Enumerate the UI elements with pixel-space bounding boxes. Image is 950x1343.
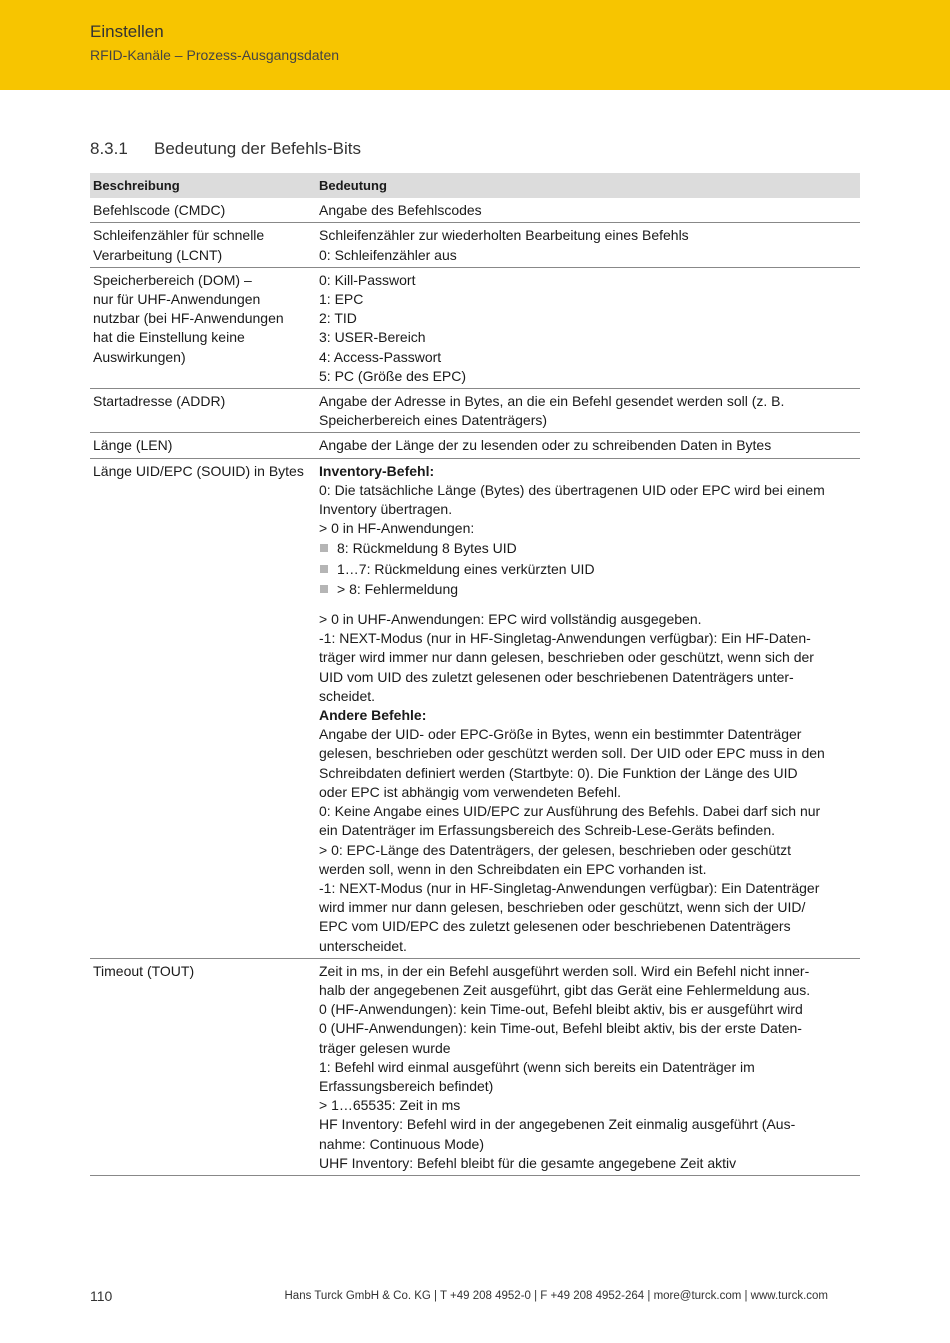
meaning-line: Angabe der UID- oder EPC-Größe in Bytes, wenn ein bestimmter Datenträger xyxy=(319,726,802,743)
row-meaning xyxy=(316,958,860,1175)
meaning-line: träger gelesen wurde xyxy=(319,1039,451,1056)
description-line: Länge (LEN) xyxy=(93,437,173,454)
meaning-line: 1: EPC xyxy=(319,291,364,308)
table-row xyxy=(90,458,860,958)
meaning-line: EPC vom UID/EPC des zuletzt gelesenen oder beschriebenen Datenträgers xyxy=(319,918,791,935)
meaning-line: HF Inventory: Befehl wird in der angegebenen Zeit einmalig ausgeführt (Aus- xyxy=(319,1116,796,1133)
description-line: Länge UID/EPC (SOUID) in Bytes xyxy=(93,462,304,479)
row-description xyxy=(90,389,316,433)
row-meaning xyxy=(316,433,860,458)
row-meaning xyxy=(316,267,860,388)
meaning-line: 0: Schleifenzähler aus xyxy=(319,246,457,263)
meaning-line: Angabe der Länge der zu lesenden oder zu schreibenden Daten in Bytes xyxy=(319,437,772,454)
row-meaning xyxy=(316,389,860,433)
row-description xyxy=(90,198,316,223)
description-line: Befehlscode (CMDC) xyxy=(93,202,226,219)
meaning-line: Erfassungsbereich befindet) xyxy=(319,1077,494,1094)
meaning-line: werden soll, wenn in den Schreibdaten ein EPC vorhanden ist. xyxy=(319,860,707,877)
meaning-line: -1: NEXT-Modus (nur in HF-Singletag-Anwendungen verfügbar): Ein HF-Daten- xyxy=(319,630,811,647)
footer-contact: Hans Turck GmbH & Co. KG | T +49 208 4952-0 | F +49 208 4952-264 | more@turck.com | www.turck.com xyxy=(284,1290,828,1302)
table-row xyxy=(90,433,860,458)
meaning-line: gelesen, beschrieben oder geschützt werden soll. Der UID oder EPC muss in den xyxy=(319,745,825,762)
meaning-line: UID vom UID des zuletzt gelesenen oder beschriebenen Datenträgers unter- xyxy=(319,668,794,685)
meaning-line: Schleifenzähler zur wiederholten Bearbeitung eines Befehls xyxy=(319,227,689,244)
meaning-line: 0 (UHF-Anwendungen): kein Time-out, Befehl bleibt aktiv, bis der erste Daten- xyxy=(319,1020,802,1037)
row-description xyxy=(90,958,316,1175)
row-description xyxy=(90,223,316,267)
meaning-line: > 0 in UHF-Anwendungen: EPC wird vollständig ausgegeben. xyxy=(319,611,702,628)
row-description xyxy=(90,267,316,388)
meaning-line: 0 (HF-Anwendungen): kein Time-out, Befehl bleibt aktiv, bis er ausgeführt wird xyxy=(319,1001,803,1018)
table-row xyxy=(90,389,860,433)
meaning-line: UHF Inventory: Befehl bleibt für die gesamte angegebene Zeit aktiv xyxy=(319,1154,737,1171)
description-line: nur für UHF-Anwendungen xyxy=(93,291,261,308)
meaning-line: 4: Access-Passwort xyxy=(319,348,442,365)
meaning-line: scheidet. xyxy=(319,687,376,704)
meaning-line: 3: USER-Bereich xyxy=(319,329,426,346)
bullet-square-icon xyxy=(320,544,328,552)
meaning-line: > 0 in HF-Anwendungen: xyxy=(319,520,475,537)
header-title: Einstellen xyxy=(90,22,164,41)
description-line: nutzbar (bei HF-Anwendungen xyxy=(93,310,284,327)
meaning-line: Angabe der Adresse in Bytes, an die ein Befehl gesendet werden soll (z. B. xyxy=(319,393,785,410)
meaning-line: halb der angegebenen Zeit ausgeführt, gibt das Gerät eine Fehlermeldung aus. xyxy=(319,981,811,998)
table-row xyxy=(90,958,860,1175)
meaning-line: > 1…65535: Zeit in ms xyxy=(319,1097,461,1114)
table-row xyxy=(90,223,860,267)
meaning-line: Schreibdaten definiert werden (Startbyte: 0). Die Funktion der Länge des UID xyxy=(319,764,798,781)
command-bits-table xyxy=(90,173,860,1176)
meaning-line: oder EPC ist abhängig vom verwendeten Befehl. xyxy=(319,783,621,800)
meaning-line: nahme: Continuous Mode) xyxy=(319,1135,484,1152)
meaning-line: -1: NEXT-Modus (nur in HF-Singletag-Anwendungen verfügbar): Ein Datenträger xyxy=(319,879,820,896)
description-line: Auswirkungen) xyxy=(93,348,186,365)
bullet-item xyxy=(319,560,857,579)
meaning-line: 0: Die tatsächliche Länge (Bytes) des übertragenen UID oder EPC wird bei einem xyxy=(319,481,825,498)
description-line: Schleifenzähler für schnelle xyxy=(93,227,265,244)
table-row xyxy=(90,267,860,388)
section-title: Bedeutung der Befehls-Bits xyxy=(154,139,361,158)
row-meaning xyxy=(316,223,860,267)
other-commands-heading: Andere Befehle: xyxy=(319,707,427,724)
table-header-row xyxy=(90,173,860,198)
description-line: Speicherbereich (DOM) – xyxy=(93,271,252,288)
bullet-square-icon xyxy=(320,565,328,573)
bullet-item xyxy=(319,539,857,558)
header-subtitle: RFID-Kanäle – Prozess-Ausgangsdaten xyxy=(90,47,340,63)
row-description xyxy=(90,433,316,458)
row-description xyxy=(90,458,316,958)
description-line: Verarbeitung (LCNT) xyxy=(93,246,223,263)
page-number: 110 xyxy=(90,1288,113,1304)
column-header-description: Beschreibung xyxy=(90,173,316,198)
meaning-line: 0: Keine Angabe eines UID/EPC zur Ausführung des Befehls. Dabei darf sich nur xyxy=(319,803,821,820)
meaning-line: 0: Kill-Passwort xyxy=(319,271,416,288)
section-heading xyxy=(90,139,361,159)
meaning-line: ein Datenträger im Erfassungsbereich des Schreib-Lese-Geräts befinden. xyxy=(319,822,776,839)
meaning-line: Zeit in ms, in der ein Befehl ausgeführt werden soll. Wird ein Befehl nicht inner- xyxy=(319,962,810,979)
page-header xyxy=(0,0,950,90)
bullet-square-icon xyxy=(320,585,328,593)
row-meaning xyxy=(316,198,860,223)
description-line: hat die Einstellung keine xyxy=(93,329,245,346)
meaning-line: wird immer nur dann gelesen, beschrieben oder geschützt, wenn sich der UID/ xyxy=(319,899,806,916)
column-header-meaning: Bedeutung xyxy=(316,173,860,198)
bullet-text: > 8: Fehlermeldung xyxy=(337,580,459,597)
spacer xyxy=(319,600,857,610)
meaning-line: 5: PC (Größe des EPC) xyxy=(319,367,467,384)
meaning-line: 1: Befehl wird einmal ausgeführt (wenn sich bereits ein Datenträger im xyxy=(319,1058,755,1075)
meaning-line: träger wird immer nur dann gelesen, beschrieben oder geschützt, wenn sich der xyxy=(319,649,814,666)
meaning-line: unterscheidet. xyxy=(319,937,407,954)
meaning-line: Inventory übertragen. xyxy=(319,501,453,518)
meaning-line: > 0: EPC-Länge des Datenträgers, der gelesen, beschrieben oder geschützt xyxy=(319,841,792,858)
meaning-line: 2: TID xyxy=(319,310,357,327)
meaning-line: Angabe des Befehlscodes xyxy=(319,202,482,219)
row-meaning xyxy=(316,458,860,958)
bullet-text: 8: Rückmeldung 8 Bytes UID xyxy=(337,540,517,557)
section-number: 8.3.1 xyxy=(90,139,128,158)
description-line: Startadresse (ADDR) xyxy=(93,393,226,410)
meaning-line: Speicherbereich eines Datenträgers) xyxy=(319,412,548,429)
inventory-command-heading: Inventory-Befehl: xyxy=(319,462,435,479)
bullet-item xyxy=(319,580,857,599)
table-row xyxy=(90,198,860,223)
description-line: Timeout (TOUT) xyxy=(93,962,195,979)
bullet-text: 1…7: Rückmeldung eines verkürzten UID xyxy=(337,560,595,577)
